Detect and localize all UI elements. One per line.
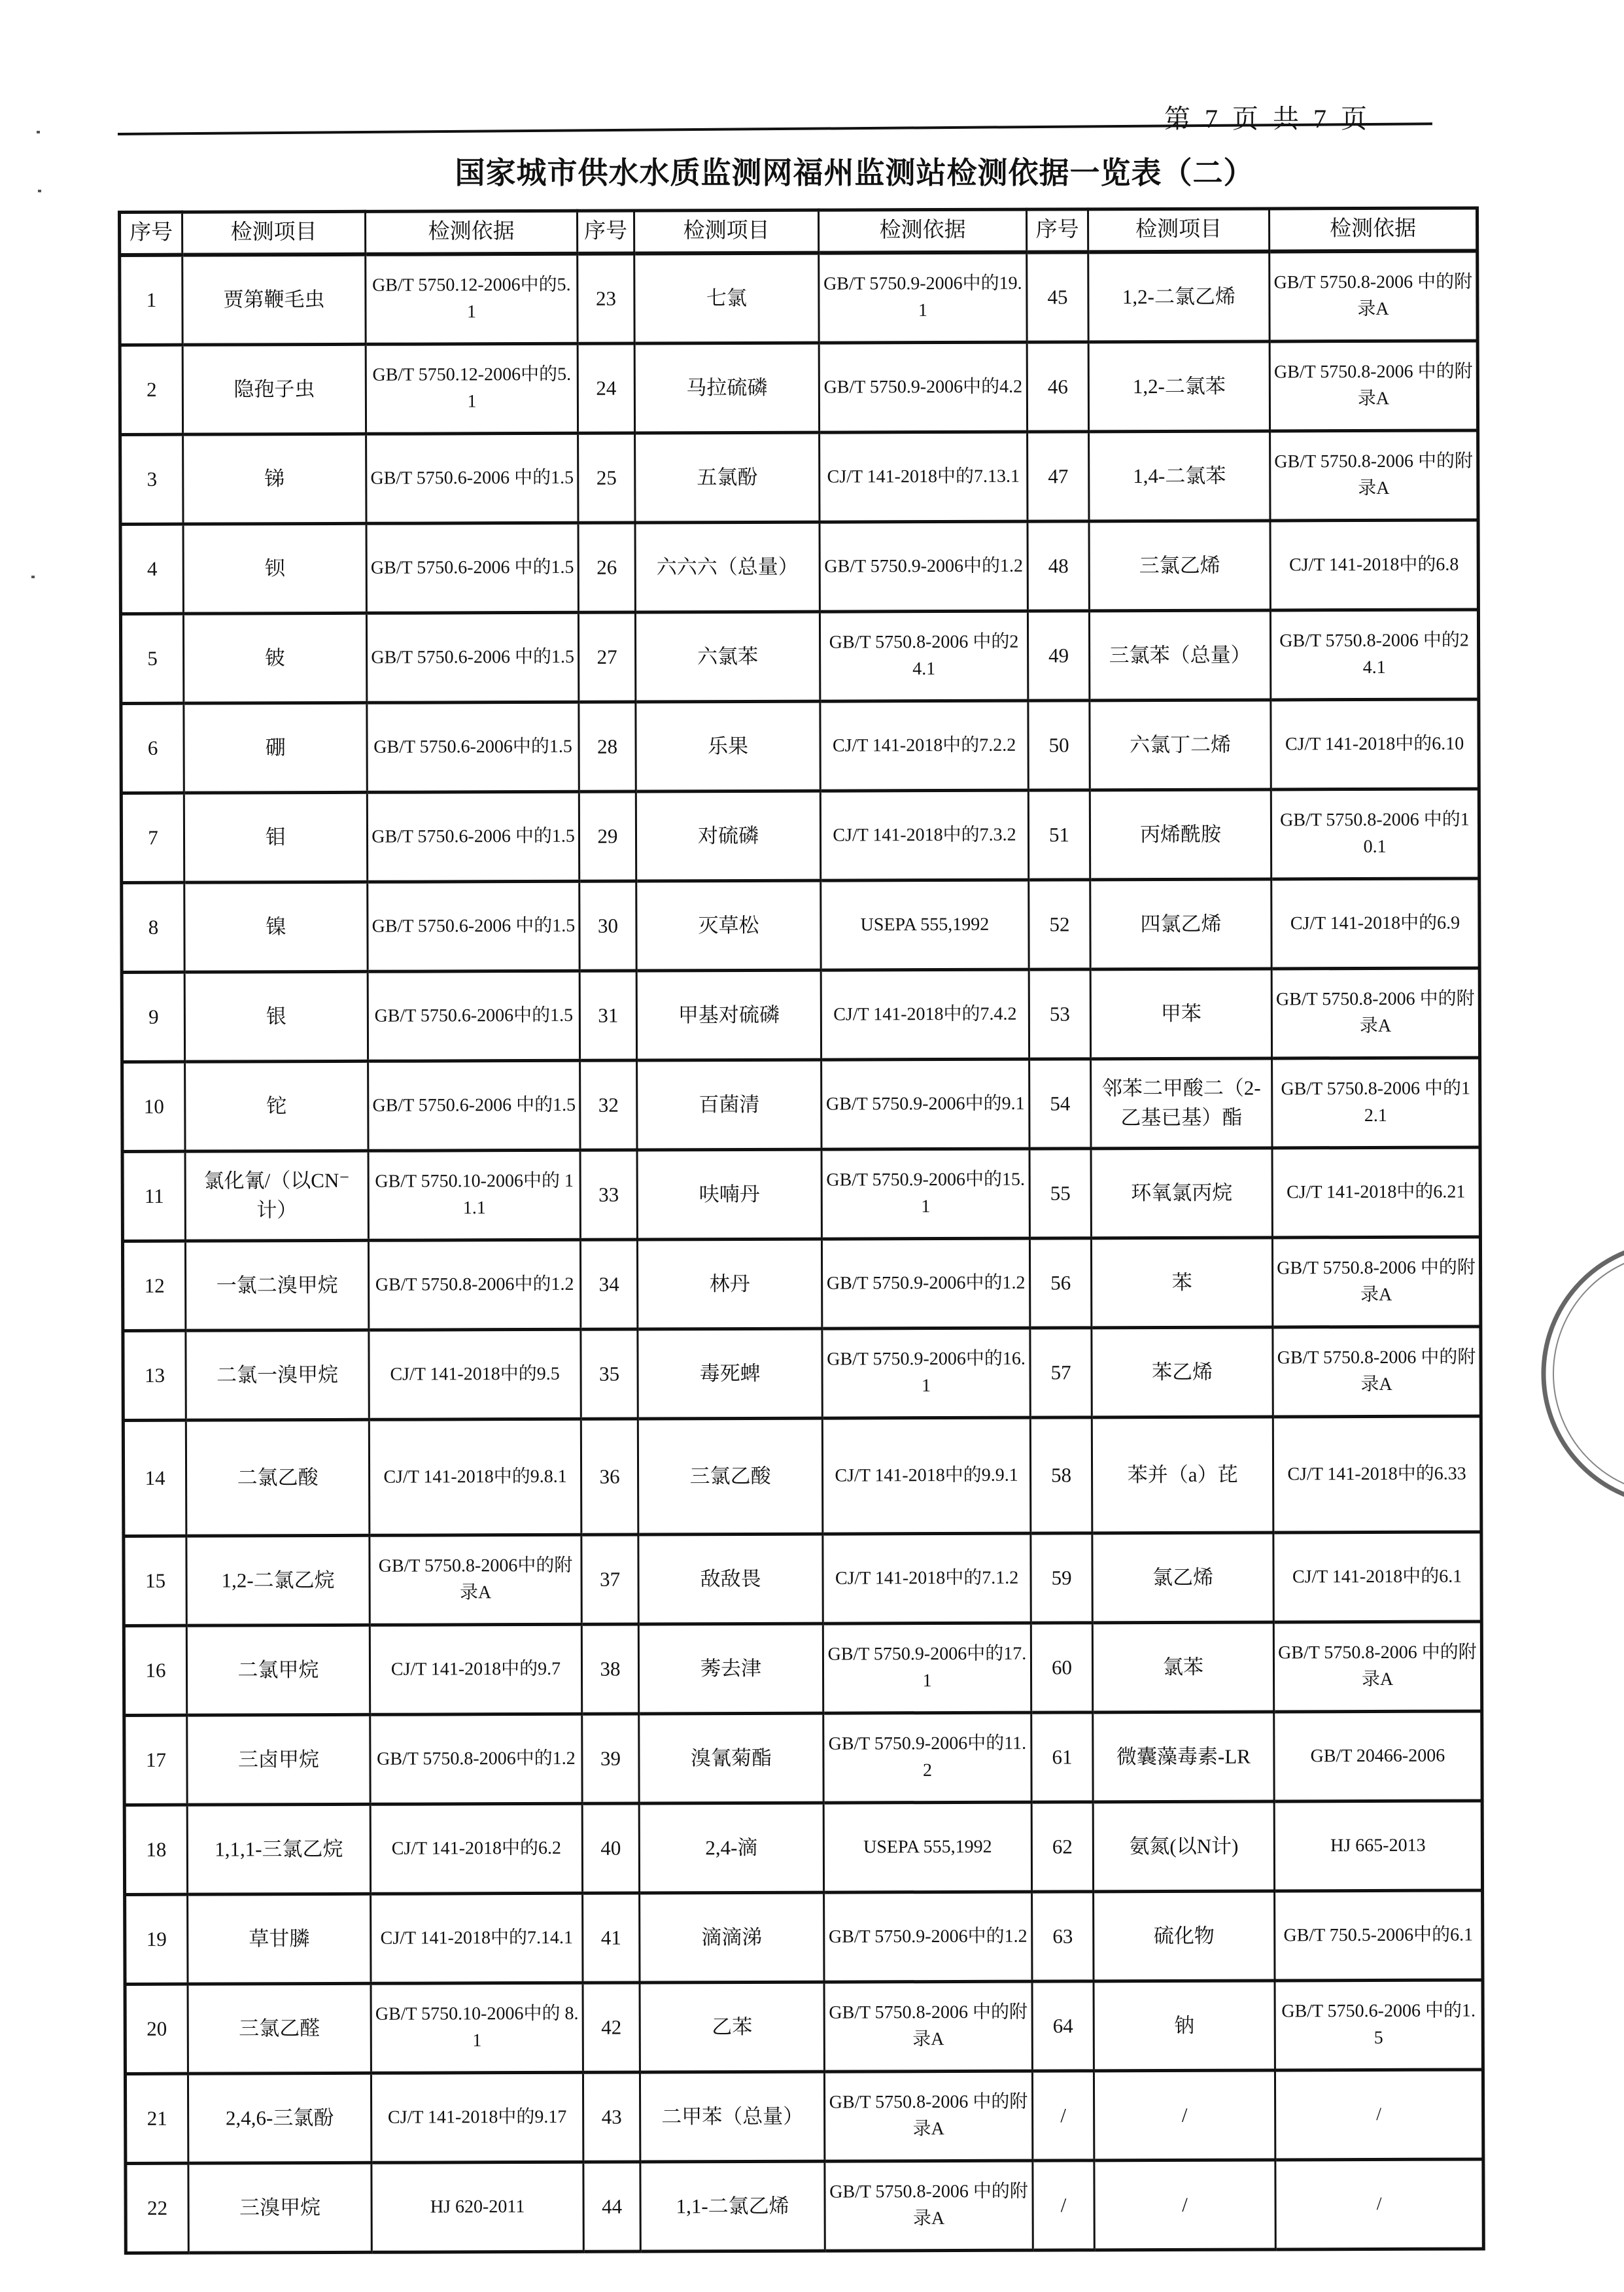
seq-cell: 23 <box>578 254 634 344</box>
basis-cell: GB/T 5750.9-2006中的11.2 <box>823 1712 1031 1803</box>
seq-cell: 54 <box>1029 1059 1091 1149</box>
seq-cell: 44 <box>583 2162 640 2251</box>
basis-cell: GB/T 5750.8-2006 中的24.1 <box>820 611 1028 701</box>
table-row <box>122 878 1479 973</box>
basis-cell: GB/T 5750.9-2006中的4.2 <box>819 342 1027 432</box>
item-cell: 溴氰菊酯 <box>639 1713 823 1803</box>
item-cell: 苯 <box>1091 1238 1272 1328</box>
basis-cell: GB/T 5750.9-2006中的15.1 <box>821 1149 1029 1239</box>
basis-cell: CJ/T 141-2018中的6.9 <box>1271 878 1479 969</box>
seq-cell: 40 <box>582 1803 639 1893</box>
seq-cell: 55 <box>1029 1149 1091 1238</box>
table-header-row <box>120 208 1477 255</box>
item-cell: 对硫磷 <box>636 791 820 881</box>
basis-cell: GB/T 5750.8-2006 中的附录A <box>1270 430 1478 521</box>
seq-cell: 5 <box>120 614 183 703</box>
item-cell: 二氯一溴甲烷 <box>186 1330 369 1420</box>
seq-cell: 46 <box>1027 342 1088 432</box>
basis-cell: CJ/T 141-2018中的7.14.1 <box>371 1893 583 1983</box>
basis-cell: GB/T 5750.8-2006 中的附录A <box>1270 251 1477 341</box>
detection-basis-table <box>118 206 1485 2255</box>
seq-cell: 12 <box>122 1241 185 1330</box>
table-row <box>120 341 1477 435</box>
item-cell: 1,4-二氯苯 <box>1089 431 1270 521</box>
seq-cell: 53 <box>1029 969 1090 1059</box>
item-cell: 一氯二溴甲烷 <box>185 1240 368 1330</box>
item-cell: 钡 <box>183 523 366 614</box>
basis-cell: GB/T 5750.8-2006 中的12.1 <box>1272 1058 1480 1148</box>
seq-cell: 35 <box>581 1329 638 1419</box>
seq-cell: 39 <box>582 1714 639 1803</box>
item-cell: 丙烯酰胺 <box>1090 790 1271 880</box>
basis-cell: GB/T 5750.10-2006中的 11.1 <box>368 1150 580 1240</box>
seq-cell: 8 <box>122 882 184 972</box>
table-row <box>121 789 1479 883</box>
seq-cell: 7 <box>121 793 184 882</box>
basis-cell: GB/T 5750.6-2006 中的1.5 <box>368 881 579 971</box>
item-cell: 2,4-滴 <box>639 1803 823 1893</box>
seq-cell: 29 <box>579 791 636 881</box>
item-cell: 五氯酚 <box>635 432 820 523</box>
basis-cell: CJ/T 141-2018中的6.2 <box>370 1803 582 1894</box>
item-cell: 灭草松 <box>636 880 821 971</box>
basis-cell: CJ/T 141-2018中的9.9.1 <box>822 1417 1031 1534</box>
table-row <box>120 430 1478 525</box>
basis-cell: GB/T 5750.9-2006中的1.2 <box>821 1238 1029 1328</box>
item-cell: 贾第鞭毛虫 <box>182 254 366 345</box>
seq-cell: 25 <box>578 433 635 523</box>
seq-cell: 19 <box>125 1894 188 1984</box>
basis-cell: USEPA 555,1992 <box>821 880 1029 970</box>
item-cell: 六氯苯 <box>635 612 820 702</box>
seq-cell: 36 <box>581 1419 638 1535</box>
seq-cell: 20 <box>125 1984 188 2074</box>
seq-cell: 48 <box>1028 521 1089 611</box>
scan-speck <box>37 131 40 133</box>
item-cell: 氯苯 <box>1092 1622 1273 1712</box>
item-cell: 铊 <box>185 1061 368 1151</box>
seq-cell: 49 <box>1028 611 1089 701</box>
seq-cell: 27 <box>578 612 635 702</box>
seq-cell: 10 <box>122 1062 185 1151</box>
basis-cell: CJ/T 141-2018中的7.4.2 <box>821 969 1029 1060</box>
seq-cell: 51 <box>1028 790 1090 880</box>
item-cell: 滴滴涕 <box>640 1892 824 1983</box>
basis-cell: CJ/T 141-2018中的6.10 <box>1271 699 1479 790</box>
item-cell: / <box>1094 2070 1275 2161</box>
basis-cell: / <box>1275 2159 1483 2249</box>
seq-cell: 62 <box>1031 1802 1093 1892</box>
column-header: 检测项目 <box>634 210 819 253</box>
seq-cell: 57 <box>1030 1328 1092 1417</box>
table-row <box>122 968 1479 1062</box>
item-cell: 氯化氰/（以CN⁻计） <box>185 1151 368 1241</box>
seq-cell: 45 <box>1027 252 1088 342</box>
item-cell: 呋喃丹 <box>637 1149 821 1240</box>
basis-cell: CJ/T 141-2018中的7.13.1 <box>820 432 1028 522</box>
item-cell: 三氯乙醛 <box>188 1983 371 2074</box>
seq-cell: 33 <box>580 1150 637 1240</box>
basis-cell: / <box>1275 2070 1483 2160</box>
seq-cell: 60 <box>1031 1623 1092 1712</box>
seq-cell: / <box>1033 2161 1094 2250</box>
table-row <box>122 1147 1480 1242</box>
basis-cell: GB/T 5750.8-2006中的1.2 <box>370 1714 582 1804</box>
item-cell: 1,1,1-三氯乙烷 <box>187 1804 370 1894</box>
basis-cell: GB/T 5750.6-2006 中的1.5 <box>366 523 578 613</box>
column-header: 序号 <box>1027 209 1088 252</box>
table-row <box>123 1327 1481 1421</box>
column-header: 检测依据 <box>1269 208 1477 251</box>
basis-cell: CJ/T 141-2018中的6.8 <box>1270 520 1478 610</box>
item-cell: 钼 <box>184 792 367 882</box>
document-title: 国家城市供水水质监测网福州监测站检测依据一览表（二） <box>455 156 1254 190</box>
item-cell: 乙苯 <box>640 1982 824 2072</box>
item-cell: 三氯乙酸 <box>638 1418 823 1535</box>
basis-cell: GB/T 5750.6-2006 中的1.5 <box>368 1060 580 1151</box>
item-cell: 2,4,6-三氯酚 <box>188 2073 371 2163</box>
item-cell: 三卤甲烷 <box>187 1714 370 1805</box>
seq-cell: / <box>1032 2071 1094 2161</box>
basis-cell: GB/T 5750.8-2006 中的附录A <box>1273 1622 1481 1712</box>
item-cell: 百菌清 <box>637 1060 821 1150</box>
seq-cell: 42 <box>583 1983 640 2072</box>
basis-cell: GB/T 5750.8-2006 中的附录A <box>1271 968 1479 1058</box>
seq-cell: 13 <box>123 1330 186 1420</box>
seq-cell: 37 <box>581 1535 638 1624</box>
item-cell: 氯乙烯 <box>1092 1533 1273 1623</box>
basis-cell: GB/T 5750.10-2006中的 8.1 <box>371 1983 583 2073</box>
item-cell: 苯乙烯 <box>1092 1327 1273 1417</box>
seq-cell: 63 <box>1032 1892 1094 1981</box>
basis-cell: GB/T 5750.8-2006中的附录A <box>370 1535 581 1625</box>
table-row <box>123 1416 1481 1537</box>
seq-cell: 22 <box>126 2163 188 2253</box>
item-cell: 1,1-二氯乙烯 <box>640 2161 825 2251</box>
table-row <box>120 251 1477 345</box>
item-cell: 六六六（总量） <box>635 522 820 612</box>
item-cell: 1,2-二氯乙烯 <box>1088 251 1270 341</box>
basis-cell: GB/T 5750.9-2006中的1.2 <box>820 521 1028 612</box>
basis-cell: GB/T 5750.8-2006 中的附录A <box>1270 341 1477 431</box>
item-cell: 二氯乙酸 <box>186 1419 370 1536</box>
basis-cell: GB/T 5750.9-2006中的17.1 <box>823 1623 1031 1713</box>
seq-cell: 61 <box>1031 1712 1093 1802</box>
basis-cell: CJ/T 141-2018中的6.33 <box>1273 1416 1481 1533</box>
seq-cell: 11 <box>122 1151 185 1241</box>
item-cell: 林丹 <box>637 1239 821 1329</box>
basis-cell: GB/T 5750.9-2006中的19.1 <box>819 252 1027 343</box>
item-cell: 二甲苯（总量） <box>640 2072 824 2162</box>
basis-cell: GB/T 5750.9-2006中的9.1 <box>821 1059 1029 1149</box>
basis-cell: GB/T 5750.9-2006中的1.2 <box>824 1892 1032 1982</box>
basis-cell: HJ 665-2013 <box>1274 1801 1482 1891</box>
table-row <box>126 2159 1483 2253</box>
basis-cell: GB/T 5750.8-2006 中的附录A <box>1273 1327 1481 1417</box>
seq-cell: 34 <box>580 1240 637 1329</box>
basis-cell: GB/T 5750.6-2006 中的1.5 <box>1275 1980 1483 2070</box>
seq-cell: 21 <box>125 2074 188 2163</box>
item-cell: 钠 <box>1094 1981 1275 2071</box>
basis-cell: CJ/T 141-2018中的7.3.2 <box>820 790 1028 880</box>
basis-cell: CJ/T 141-2018中的6.1 <box>1273 1532 1481 1622</box>
item-cell: 甲苯 <box>1090 969 1271 1059</box>
seq-cell: 24 <box>578 343 634 433</box>
item-cell: 硫化物 <box>1094 1891 1275 1981</box>
basis-cell: CJ/T 141-2018中的7.2.2 <box>820 701 1028 791</box>
basis-cell: GB/T 5750.8-2006 中的附录A <box>1272 1237 1480 1327</box>
item-cell: / <box>1094 2160 1275 2250</box>
seq-cell: 14 <box>123 1420 186 1536</box>
item-cell: 1,2-二氯苯 <box>1088 341 1270 432</box>
basis-cell: CJ/T 141-2018中的9.17 <box>371 2072 583 2162</box>
basis-cell: CJ/T 141-2018中的9.5 <box>369 1329 581 1419</box>
seq-cell: 2 <box>120 345 182 434</box>
item-cell: 四氯乙烯 <box>1090 879 1271 969</box>
table-row <box>121 699 1479 793</box>
item-cell: 1,2-二氯乙烷 <box>186 1535 370 1625</box>
item-cell: 锑 <box>183 434 366 524</box>
basis-cell: USEPA 555,1992 <box>823 1802 1031 1892</box>
item-cell: 邻苯二甲酸二（2-乙基已基）酯 <box>1091 1058 1272 1149</box>
basis-cell: GB/T 5750.6-2006 中的1.5 <box>367 791 579 882</box>
basis-cell: GB/T 5750.9-2006中的16.1 <box>822 1328 1030 1418</box>
item-cell: 环氧氯丙烷 <box>1091 1148 1272 1238</box>
basis-cell: GB/T 5750.8-2006 中的24.1 <box>1270 610 1478 700</box>
seq-cell: 9 <box>122 972 184 1062</box>
seq-cell: 17 <box>124 1715 187 1805</box>
basis-cell: CJ/T 141-2018中的7.1.2 <box>823 1533 1031 1623</box>
column-header: 序号 <box>578 211 634 254</box>
item-cell: 马拉硫磷 <box>634 343 819 433</box>
item-cell: 三氯乙烯 <box>1089 521 1270 611</box>
item-cell: 毒死蜱 <box>638 1328 822 1419</box>
item-cell: 草甘膦 <box>188 1894 371 1984</box>
seq-cell: 41 <box>583 1893 640 1983</box>
table-row <box>125 1980 1483 2074</box>
seq-cell: 47 <box>1028 432 1089 521</box>
item-cell: 三氯苯（总量） <box>1089 610 1270 701</box>
table-row <box>124 1711 1482 1805</box>
basis-cell: HJ 620-2011 <box>371 2162 583 2252</box>
scan-speck <box>31 576 35 578</box>
table-body <box>120 251 1484 2253</box>
column-header: 检测依据 <box>366 211 578 254</box>
basis-cell: GB/T 5750.6-2006 中的1.5 <box>366 612 578 703</box>
basis-cell: GB/T 5750.6-2006中的1.5 <box>367 702 579 792</box>
item-cell: 硼 <box>184 703 367 793</box>
item-cell: 六氯丁二烯 <box>1090 700 1271 790</box>
basis-cell: GB/T 5750.8-2006中的1.2 <box>368 1240 580 1330</box>
seq-cell: 59 <box>1031 1533 1092 1623</box>
item-cell: 甲基对硫磷 <box>636 970 821 1060</box>
basis-cell: CJ/T 141-2018中的9.7 <box>370 1624 581 1714</box>
table-row <box>122 1058 1480 1152</box>
item-cell: 莠去津 <box>638 1623 823 1714</box>
item-cell: 铍 <box>183 613 366 703</box>
scan-speck <box>38 190 41 192</box>
item-cell: 三溴甲烷 <box>188 2162 371 2253</box>
item-cell: 七氯 <box>634 253 819 343</box>
basis-cell: CJ/T 141-2018中的6.21 <box>1272 1147 1480 1238</box>
seq-cell: 4 <box>120 524 183 614</box>
item-cell: 乐果 <box>636 701 820 791</box>
basis-cell: GB/T 5750.8-2006 中的附录A <box>824 2071 1032 2161</box>
table-row <box>124 1801 1482 1895</box>
seq-cell: 1 <box>120 255 182 345</box>
table-row <box>124 1622 1481 1716</box>
seq-cell: 52 <box>1029 880 1090 969</box>
column-header: 检测依据 <box>819 209 1027 252</box>
item-cell: 氨氮(以N计) <box>1093 1801 1274 1892</box>
table-row <box>125 1890 1483 1985</box>
seq-cell: 58 <box>1030 1417 1092 1533</box>
basis-cell: GB/T 5750.8-2006 中的附录A <box>825 2161 1033 2251</box>
seq-cell: 50 <box>1028 701 1090 790</box>
column-header: 检测项目 <box>182 211 366 254</box>
table-row <box>120 610 1478 704</box>
item-cell: 二氯甲烷 <box>186 1625 370 1715</box>
basis-cell: GB/T 5750.12-2006中的5.1 <box>366 254 578 345</box>
seq-cell: 26 <box>578 523 635 612</box>
table-row <box>125 2070 1483 2164</box>
table-row <box>120 520 1478 614</box>
seq-cell: 32 <box>580 1060 637 1150</box>
item-cell: 苯并（a）芘 <box>1092 1417 1273 1533</box>
item-cell: 镍 <box>184 882 368 972</box>
basis-cell: GB/T 5750.12-2006中的5.1 <box>366 343 578 434</box>
official-seal-partial <box>1524 1236 1624 1511</box>
seq-cell: 6 <box>121 703 184 793</box>
item-cell: 隐孢子虫 <box>182 344 366 434</box>
basis-cell: GB/T 5750.8-2006 中的附录A <box>824 1981 1032 2072</box>
basis-cell: GB/T 5750.6-2006 中的1.5 <box>366 433 578 523</box>
item-cell: 银 <box>184 971 368 1062</box>
basis-cell: GB/T 5750.8-2006 中的10.1 <box>1271 789 1479 879</box>
seq-cell: 31 <box>579 971 636 1060</box>
basis-cell: GB/T 20466-2006 <box>1274 1711 1482 1801</box>
basis-cell: CJ/T 141-2018中的9.8.1 <box>369 1419 581 1535</box>
item-cell: 敌敌畏 <box>638 1534 823 1624</box>
column-header: 检测项目 <box>1088 209 1270 252</box>
basis-cell: GB/T 750.5-2006中的6.1 <box>1275 1890 1483 1981</box>
seq-cell: 16 <box>124 1625 186 1715</box>
table-row <box>124 1532 1481 1626</box>
basis-cell: GB/T 5750.6-2006中的1.5 <box>368 971 579 1061</box>
seq-cell: 15 <box>124 1536 186 1625</box>
seq-cell: 18 <box>124 1805 187 1894</box>
item-cell: 微囊藻毒素-LR <box>1093 1712 1274 1802</box>
seq-cell: 30 <box>579 881 636 971</box>
page-indicator: 第 7 页 共 7 页 <box>1164 104 1371 133</box>
seq-cell: 64 <box>1032 1981 1094 2071</box>
seq-cell: 38 <box>581 1624 638 1714</box>
table-row <box>122 1237 1480 1331</box>
seq-cell: 56 <box>1029 1238 1091 1328</box>
seq-cell: 28 <box>579 702 636 791</box>
column-header: 序号 <box>120 212 182 255</box>
seq-cell: 43 <box>583 2072 640 2162</box>
seq-cell: 3 <box>120 434 183 524</box>
